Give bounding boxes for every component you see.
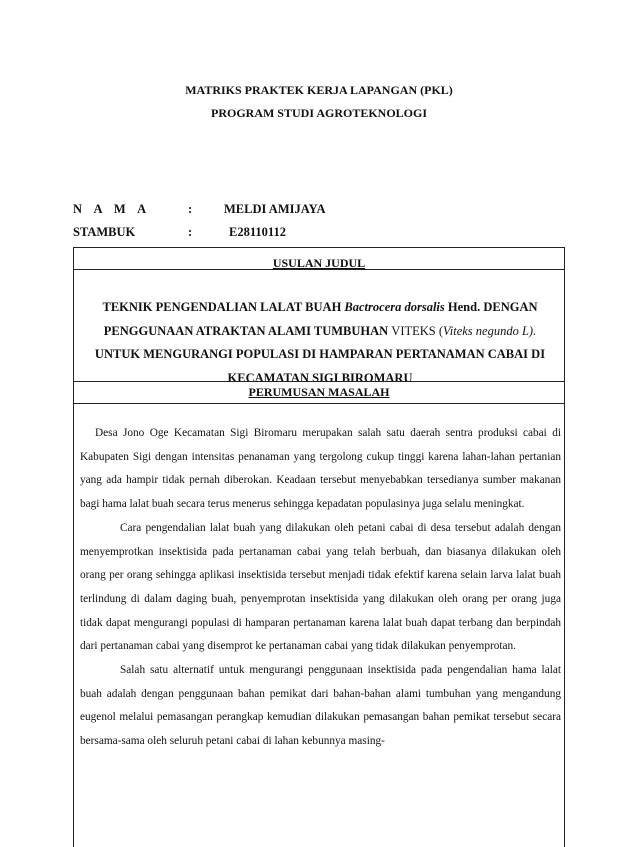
paragraph: Salah satu alternatif untuk mengurangi penggunaan insektisida pada pengendalian hama lalat buah adalah dengan penggunaan bahan pemikat dari bahan-bahan alami tumbuhan yang mengandung eugenol melalui pemasangan perangkap kemudian dilakukan pemasangan bahan pemikat tersebut secara bersama-sama oleh seluruh petani cabai di lahan kebunnya masing- [80,664,561,748]
stambuk-label: STAMBUK [73,225,136,239]
plant-name: VITEKS [391,323,436,338]
plant-latin-name: Viteks negundo L). [443,323,537,338]
divider [74,381,564,382]
proposed-title [84,296,556,390]
paragraph: Cara pengendalian lalat buah yang dilakukan oleh petani cabai di desa tersebut adalah dengan menyemprotkan insektisida pada pertanaman cabai yang telah berbuah, dan biasanya dilakukan oleh orang per orang sehingga aplikasi insektisida tersebut menjadi tidak efektif karena selain larva lalat buah terlindung di dalam daging buah, penyemprotan insektisida yang dilakukan oleh orang per orang juga tidak dapat mengurangi populasi di hamparan pertanaman karena lalat buah dapat terbang dan berpindah dari pertanaman cabai yang disemprot ke pertanaman cabai yang tidak dilakukan penyemprotan. [80,521,561,653]
usulan-judul-heading: USULAN JUDUL [272,256,366,270]
program-title: PROGRAM STUDI AGROTEKNOLOGI [210,106,428,120]
document-title: MATRIKS PRAKTEK KERJA LAPANGAN (PKL) [185,83,453,97]
name-value: MELDI AMIJAYA [224,202,326,216]
problem-statement [80,422,561,754]
plant-paren: ( [435,323,444,338]
perumusan-masalah-heading: PERUMUSAN MASALAH [248,385,390,399]
species-name: Bactrocera dorsalis [344,300,445,314]
title-part-1: TEKNIK PENGENDALIAN LALAT BUAH [102,300,345,314]
divider [74,403,564,404]
stambuk-value: E28110112 [229,225,286,239]
title-part-3: UNTUK MENGURANGI POPULASI DI HAMPARAN PERTANAMAN CABAI DI KECAMATAN SIGI BIROMARU [94,347,546,385]
title-part-2: Hend. DENGAN PENGGUNAAN ATRAKTAN ALAMI TUMBUHAN [103,300,538,338]
divider [74,269,564,270]
matrix-table [73,247,565,847]
stambuk-colon: : [188,225,193,239]
paragraph: Desa Jono Oge Kecamatan Sigi Biromaru merupakan salah satu daerah sentra produksi cabai di Kabupaten Sigi dengan intensitas penanaman yang tergolong cukup tinggi karena lahan-lahan pertanian yang ada hampir tidak pernah diberokan. Keadaan tersebut menyebabkan tersedianya sumber makanan bagi hama lalat buah secara terus menerus sehingga kepadatan populasinya juga selalu meningkat. [80,427,561,511]
name-colon: : [188,202,193,216]
name-label: N A M A [73,202,151,216]
